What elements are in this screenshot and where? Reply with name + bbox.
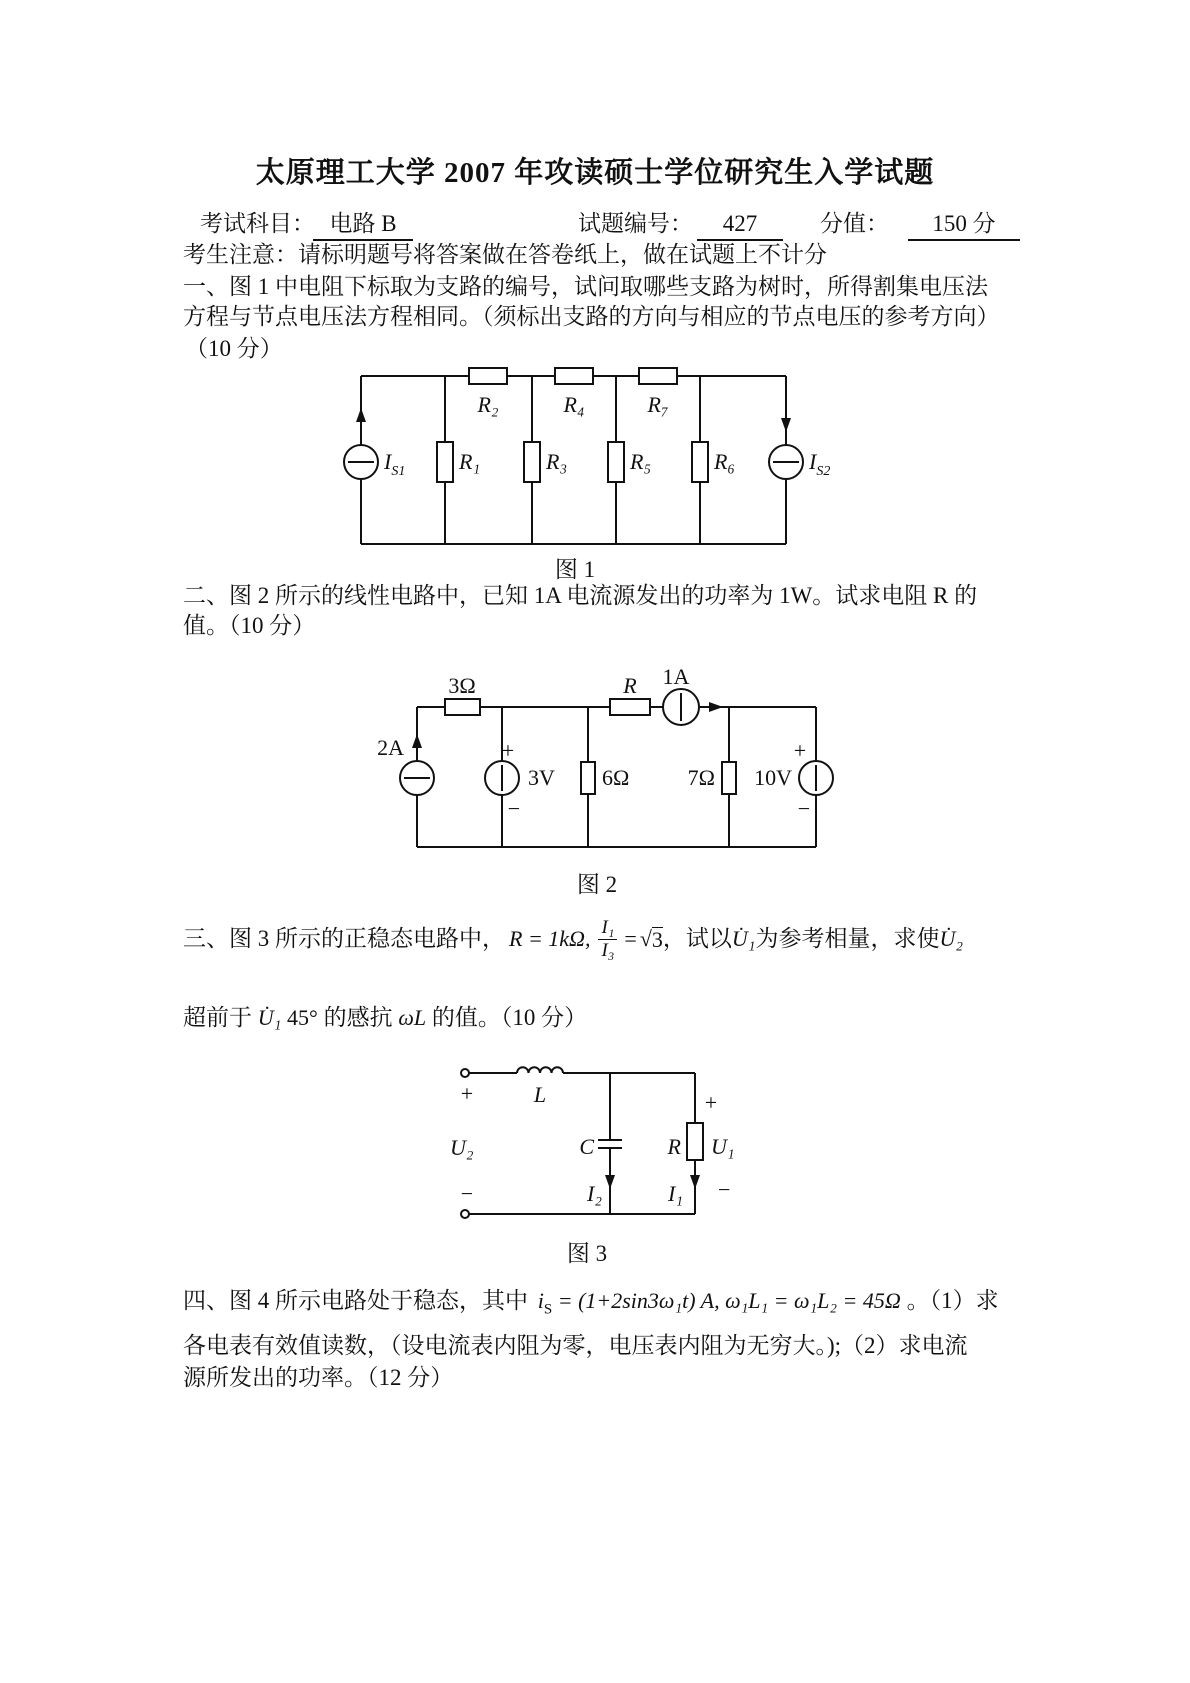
q4-text-pre: 四、图 4 所示电路处于稳态，其中 bbox=[183, 1288, 528, 1313]
fig1-is1-arrow-up bbox=[356, 408, 366, 422]
fig1-r5-label: R₅ bbox=[630, 449, 652, 474]
fig2-3v-label: 3V bbox=[528, 765, 555, 790]
fig3-resistor-r bbox=[687, 1123, 703, 1160]
q1-line2: 方程与节点电压法方程相同。（须标出支路的方向与相应的节点电压的参考方向） bbox=[183, 304, 1000, 329]
q3-r-equation: R = 1kΩ, bbox=[509, 926, 591, 951]
q3-u2-phasor: U̇₂ bbox=[939, 926, 963, 951]
fig1-is2-label: $I_{S2}$ bbox=[809, 449, 831, 479]
fig2-3v-plus: + bbox=[501, 738, 515, 763]
q4-formula: = (1+2sin3ω₁t) A, ω₁L₁ = ω₁L₂ = 45Ω bbox=[552, 1288, 901, 1313]
fig1-r6-label: R₆ bbox=[714, 449, 736, 474]
fig3-terminal-bottom bbox=[461, 1210, 469, 1218]
fig1-resistor-r6 bbox=[692, 442, 708, 482]
q3-current-ratio-fraction bbox=[598, 917, 617, 962]
fig3-u1-minus: − bbox=[718, 1177, 731, 1202]
fig2-1a-arrow-right bbox=[709, 702, 723, 712]
fig1-resistor-r3 bbox=[524, 442, 540, 482]
code-value: 427 bbox=[697, 209, 783, 241]
q3-line2-angle: 45° bbox=[287, 1005, 318, 1030]
fig2-1a-label: 1A bbox=[662, 664, 690, 689]
fig3-c-label: C bbox=[579, 1134, 594, 1159]
fig3-l-label: L bbox=[533, 1082, 547, 1107]
q3-frac-denominator: I₃ bbox=[598, 939, 617, 962]
figure-3-circuit bbox=[430, 1055, 750, 1230]
fig2-resistor-6ohm bbox=[581, 762, 595, 794]
subject-label: 考试科目： bbox=[200, 211, 315, 236]
figure-3-caption: 图 3 bbox=[566, 1241, 608, 1266]
q3-sqrt-arg: 3 bbox=[651, 926, 663, 952]
fig3-r-label: R bbox=[667, 1134, 681, 1159]
figure-1-caption: 图 1 bbox=[554, 557, 596, 582]
score-label: 分值： bbox=[820, 211, 889, 236]
q3-line2-end: 的值。（10 分） bbox=[431, 1005, 588, 1030]
fig2-7ohm-label: 7Ω bbox=[687, 765, 715, 790]
fig2-resistor-3ohm bbox=[445, 699, 480, 715]
q3-line2 bbox=[183, 1003, 587, 1033]
fig3-i2-arrow-down bbox=[605, 1175, 615, 1189]
q3-text-after: ，试以 bbox=[662, 926, 732, 951]
fig3-u2-minus: − bbox=[460, 1181, 474, 1206]
q1-line3: （10 分） bbox=[185, 336, 283, 361]
q1-line1: 一、图 1 中电阻下标取为支路的编号，试问取哪些支路为树时，所得割集电压法 bbox=[183, 274, 988, 299]
fig2-r-label: R bbox=[623, 673, 637, 698]
q3-line1 bbox=[183, 903, 963, 975]
fig2-10v-plus: + bbox=[793, 738, 807, 763]
fig1-r7-label: R₇ bbox=[647, 392, 669, 417]
q3-u1-phasor: U̇₁ bbox=[731, 926, 756, 951]
fig2-resistor-7ohm bbox=[722, 762, 736, 794]
code-label: 试题编号： bbox=[578, 211, 693, 236]
fig1-is1-label: $I_{S1}$ bbox=[384, 449, 406, 479]
fig2-10v-minus: − bbox=[797, 796, 811, 821]
score-value: 150 分 bbox=[908, 209, 1020, 241]
fig3-u2-plus: + bbox=[460, 1081, 474, 1106]
fig3-i1-label: I₁ bbox=[668, 1181, 683, 1206]
fig2-2a-arrow-up bbox=[412, 734, 422, 748]
fig1-resistor-r5 bbox=[608, 442, 624, 482]
fig1-resistor-r2 bbox=[469, 368, 507, 384]
q4-text-post: 。（1）求 bbox=[906, 1288, 999, 1313]
q4-line2: 各电表有效值读数，（设电流表内阻为零，电压表内阻为无穷大。);（2）求电流 bbox=[183, 1333, 968, 1358]
figure-2-circuit bbox=[360, 660, 840, 860]
q4-is-base: i bbox=[537, 1288, 544, 1313]
figure-2-caption: 图 2 bbox=[576, 872, 618, 897]
fig1-resistor-r4 bbox=[555, 368, 593, 384]
fig2-2a-label: 2A bbox=[377, 735, 404, 760]
q4-is-sub: S bbox=[543, 1301, 553, 1318]
subject-value: 电路 B bbox=[313, 209, 413, 241]
q3-line2-pre: 超前于 bbox=[183, 1005, 252, 1030]
q4-line3: 源所发出的功率。（12 分） bbox=[183, 1365, 454, 1390]
q3-text-pre: 三、图 3 所示的正稳态电路中， bbox=[183, 926, 505, 951]
fig1-r2-label: R₂ bbox=[477, 392, 499, 417]
fig3-terminal-top bbox=[461, 1069, 469, 1077]
fig1-r3-label: R₃ bbox=[546, 449, 568, 474]
fig2-resistor-r bbox=[610, 699, 650, 715]
fig2-6ohm-label: 6Ω bbox=[602, 765, 630, 790]
page-title: 太原理工大学 2007 年攻读硕士学位研究生入学试题 bbox=[255, 157, 935, 189]
q2-line1: 二、图 2 所示的线性电路中，已知 1A 电流源发出的功率为 1W。试求电阻 R 的 bbox=[183, 583, 978, 608]
q3-line2-reactance: ωL bbox=[398, 1005, 427, 1030]
fig3-u1-plus: + bbox=[704, 1090, 718, 1115]
fig3-u1-label: U₁ bbox=[711, 1134, 735, 1159]
fig1-r4-label: R₄ bbox=[563, 392, 585, 417]
fig2-3ohm-label: 3Ω bbox=[448, 673, 476, 698]
fig1-r1-label: R₁ bbox=[459, 449, 481, 474]
fig3-inductor-coil bbox=[517, 1067, 563, 1073]
fig2-10v-label: 10V bbox=[754, 765, 792, 790]
q3-sqrt-sign: √ bbox=[639, 926, 652, 951]
fig1-is2-arrow-down bbox=[781, 418, 791, 432]
q3-line2-mid: 的感抗 bbox=[323, 1005, 393, 1030]
fig3-u2-label: U₂ bbox=[450, 1135, 474, 1160]
fig3-i1-arrow-down bbox=[690, 1175, 700, 1189]
q3-line2-u1: U̇₁ bbox=[257, 1005, 282, 1030]
q4-line1 bbox=[183, 1286, 999, 1325]
q2-line2: 值。（10 分） bbox=[183, 613, 316, 638]
q3-equals: = bbox=[624, 926, 637, 951]
notice-line: 考生注意：请标明题号将答案做在答卷纸上，做在试题上不计分 bbox=[183, 242, 827, 267]
figure-1-circuit bbox=[340, 350, 860, 560]
fig2-3v-minus: − bbox=[507, 796, 521, 821]
q3-frac-numerator: I₁ bbox=[601, 916, 615, 938]
fig1-resistor-r1 bbox=[437, 442, 453, 482]
fig3-i2-label: I₂ bbox=[587, 1181, 602, 1206]
fig1-resistor-r7 bbox=[639, 368, 677, 384]
q3-text-mid: 为参考相量，求使 bbox=[755, 926, 940, 951]
